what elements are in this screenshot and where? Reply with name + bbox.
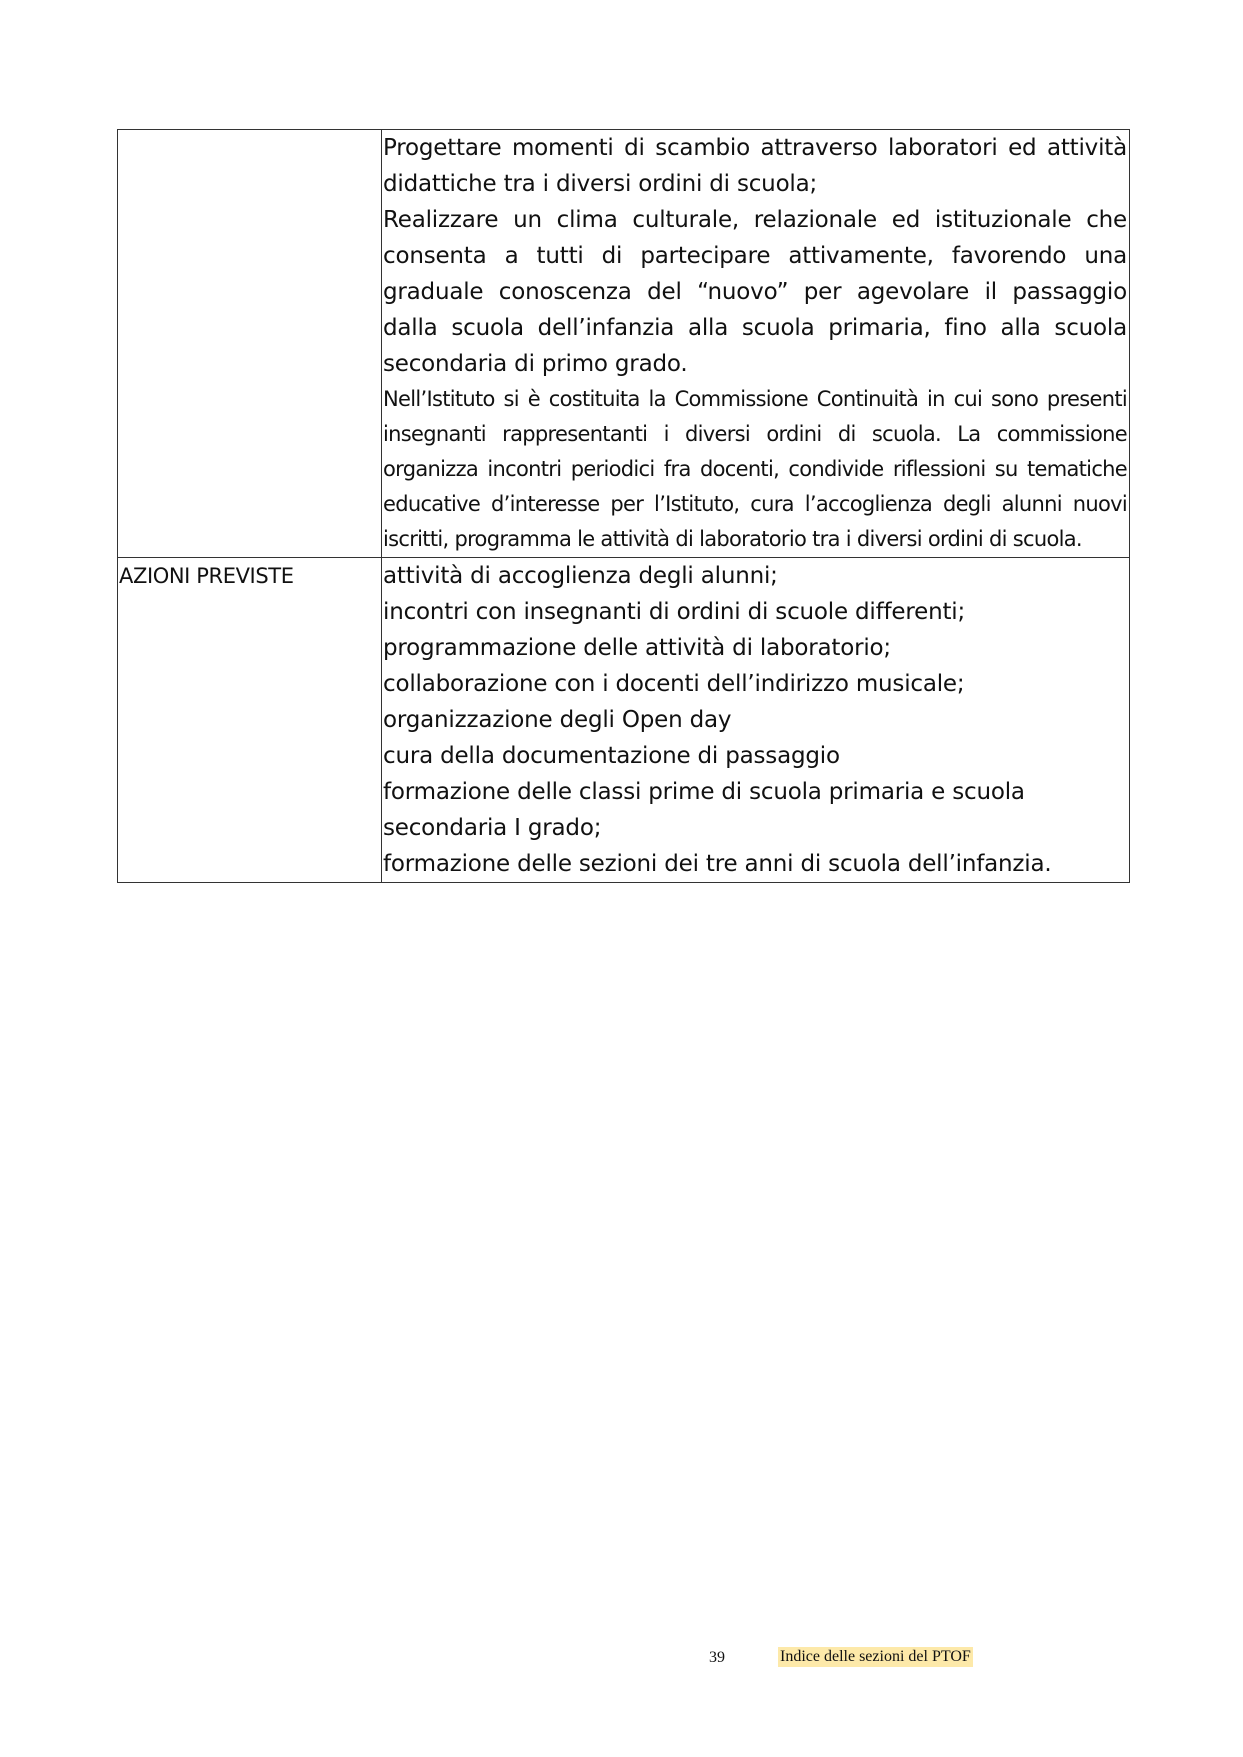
- row-label-cell: [118, 558, 382, 883]
- page-number: 39: [709, 1649, 725, 1666]
- paragraph: Realizzare un clima culturale, relazionale ed istituzionale che consenta a tutti di partecipare attivamente, favorendo una graduale conoscenza del “nuovo” per agevolare il passaggio dalla scuola dell’infanzia alla scuola primaria, fino alla scuola secondaria di primo grado.: [383, 207, 1127, 377]
- list-item: incontri con insegnanti di ordini di scuole differenti;: [383, 599, 966, 625]
- page-footer: [0, 1647, 1243, 1671]
- row-body-cell: [382, 558, 1130, 883]
- paragraph: Progettare momenti di scambio attraverso laboratori ed attività didattiche tra i diversi ordini di scuola;: [383, 135, 1127, 197]
- paragraph: Nell’Istituto si è costituita la Commissione Continuità in cui sono presenti insegnanti rappresentanti i diversi ordini di scuola. La commissione organizza incontri periodici fra docenti, condivide riflessioni su tematiche educative d’interesse per l’Istituto, cura l’accoglienza degli alunni nuovi iscritti, programma le attività di laboratorio tra i diversi ordini di scuola.: [383, 387, 1127, 551]
- list-item: organizzazione degli Open day: [383, 707, 732, 733]
- row-label-cell: [118, 130, 382, 558]
- list-item: formazione delle classi prime di scuola primaria e scuola secondaria I grado;: [383, 779, 1025, 841]
- list-item: formazione delle sezioni dei tre anni di scuola dell’infanzia.: [383, 851, 1052, 877]
- row-label: AZIONI PREVISTE: [119, 564, 294, 588]
- list-item: cura della documentazione di passaggio: [383, 743, 840, 769]
- index-link[interactable]: Indice delle sezioni del PTOF: [780, 1648, 971, 1665]
- list-item: programmazione delle attività di laboratorio;: [383, 635, 891, 661]
- row-body-cell: [382, 130, 1130, 558]
- content-table: [117, 129, 1130, 883]
- table-row: [118, 130, 1130, 558]
- table-row: [118, 558, 1130, 883]
- list-item: attività di accoglienza degli alunni;: [383, 563, 778, 589]
- list-item: collaborazione con i docenti dell’indirizzo musicale;: [383, 671, 965, 697]
